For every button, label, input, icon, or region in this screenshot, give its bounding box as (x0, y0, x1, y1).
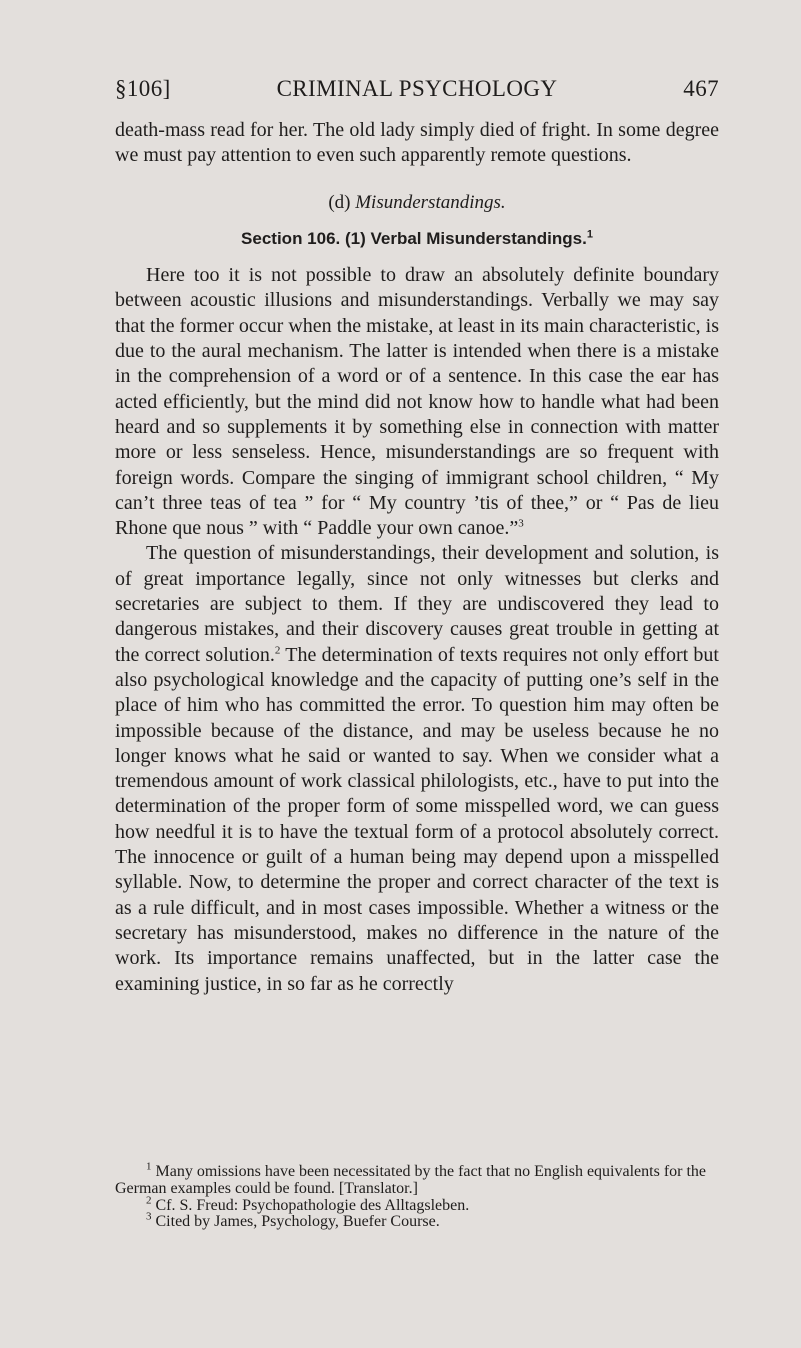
footnote-text-2: Cf. S. Freud: Psychopathologie des Alltagsleben. (155, 1196, 470, 1214)
footnotes (115, 1160, 719, 1231)
footnote-ref-3: 3 (518, 517, 524, 530)
section-heading (115, 226, 719, 251)
header-title: CRIMINAL PSYCHOLOGY (276, 76, 558, 101)
body-text (115, 118, 719, 997)
paragraph-2-text-b: The determination of texts requires not only effort but also psychological knowledge and the capacity of putting one’s self in the place of him who has committed the error. To question him may often be impossible because of the distance, and may be useless because he no longer knows what he said or wanted to say. When we consider what a tremendous amount of work classical philologists, etc., have to put into the determination of the proper form of some misspelled word, we can guess how needful it is to have the textual form of a protocol absolutely correct. The innocence or guilt of a human being may depend upon a misspelled syllable. Now, to determine the proper and correct character of the text is as a rule difficult, and in most cases impossible. Whether a witness or the secretary has misunderstood, makes no difference in the nature of the work. Its importance remains unaffected, but in the latter case the examining justice, in so far as he correctly (115, 643, 719, 995)
page-number: 467 (683, 76, 719, 101)
footnote-text-3: Cited by James, Psychology, Buefer Course. (155, 1213, 440, 1231)
running-header (115, 76, 719, 106)
footnote-text-1: Many omissions have been necessitated by the fact that no English equivalents for the German examples could be found. [Translator.] (115, 1163, 707, 1197)
subheading-title: Misunderstandings. (355, 191, 506, 213)
footnote-3 (115, 1211, 719, 1231)
paragraph-1 (115, 263, 719, 541)
footnote-mark-3: 3 (146, 1211, 152, 1224)
paragraph-2-text-a: The question of misunderstandings, their development and solution, is of great importance legally, since not only witnesses but clerks and secretaries are subject to them. If they are undiscovered they lead to dangerous mistakes, and their discovery causes great trouble in getting at the correct solution. (115, 542, 719, 666)
subheading (115, 190, 719, 215)
footnote-ref-1: 1 (586, 228, 593, 241)
footnote-1 (115, 1160, 719, 1198)
footnote-mark-1: 1 (146, 1160, 152, 1173)
footnote-mark-2: 2 (146, 1194, 152, 1207)
paragraph-1-text: Here too it is not possible to draw an absolutely definite boundary between acoustic illusions and misunderstandings. Verbally we may say that the former occur when the mistake, at least in its main characteristic, is due to the aural mechanism. The latter is intended when there is a mistake in the comprehension of a word or of a sentence. In this case the ear has acted efficiently, but the mind did not know how to handle what had been heard and so supplements it by something else in connection with matter more or less senseless. Hence, misunderstandings are so frequent with foreign words. Compare the singing of immigrant school children, “ My can’t three teas of tea ” for “ My country ’tis of thee,” or “ Pas de lieu Rhone que nous ” with “ Paddle your own canoe.” (115, 264, 719, 540)
header-section-number: §106] (115, 76, 171, 101)
paragraph-2 (115, 541, 719, 996)
subheading-marker: (d) (328, 191, 351, 213)
footnote-ref-2: 2 (274, 643, 281, 656)
footnote-2 (115, 1194, 719, 1215)
opening-paragraph: death-mass read for her. The old lady simply died of fright. In some degree we must pay attention to even such apparently remote questions. (115, 119, 719, 167)
section-heading-text: Section 106. (1) Verbal Misunderstandings. (241, 228, 587, 248)
